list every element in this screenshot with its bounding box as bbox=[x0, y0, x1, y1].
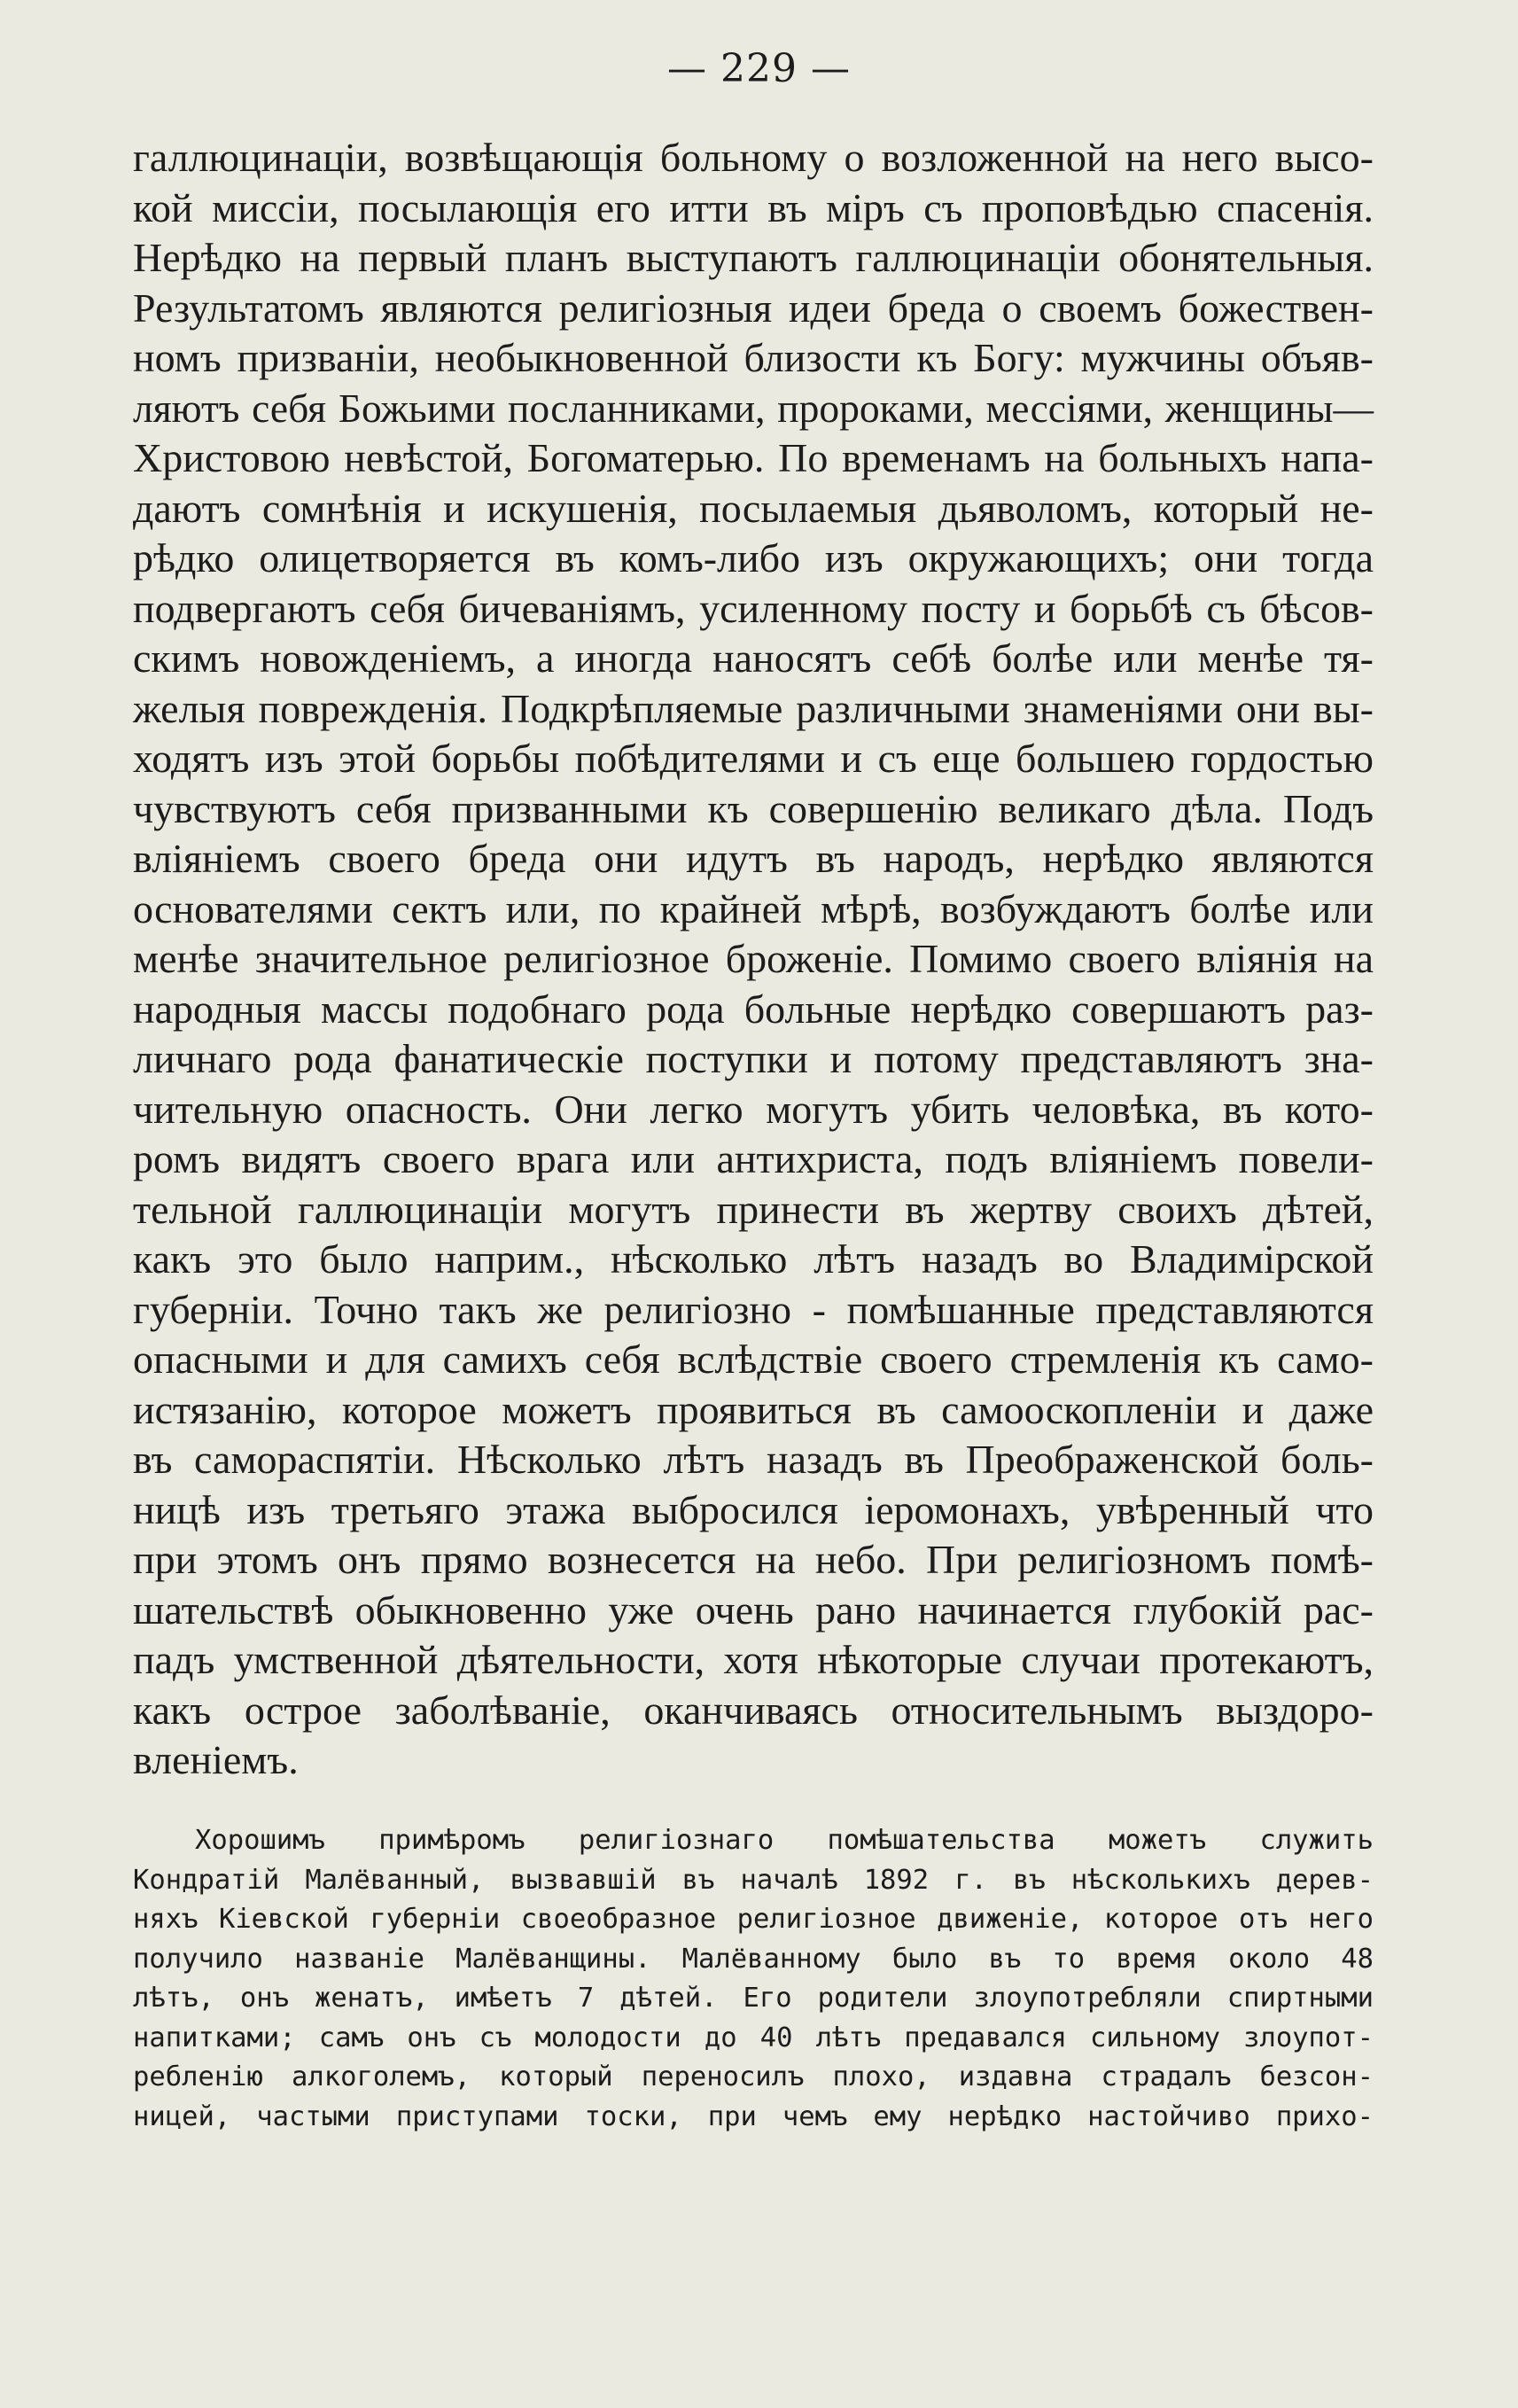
body-text-line: номъ призваніи, необыкновенной близости къ Богу: мужчины объяв- bbox=[133, 335, 1374, 380]
body-text-line: чительную опасность. Они легко могутъ убить человѣка, въ кото- bbox=[133, 1086, 1374, 1132]
note-text-line: ребленію алкоголемъ, который переносилъ плохо, издавна страдалъ безсон- bbox=[133, 2061, 1374, 2092]
body-text bbox=[133, 133, 1374, 1786]
body-text-line: какъ это было наприм., нѣсколько лѣтъ назадъ во Владимірской bbox=[133, 1236, 1374, 1282]
body-text-line: народныя массы подобнаго рода больные нерѣдко совершаютъ раз- bbox=[133, 986, 1374, 1032]
note-text-line: няхъ Кіевской губерніи своеобразное религіозное движеніе, которое отъ него bbox=[133, 1904, 1374, 1935]
page-number: — 229 — bbox=[667, 46, 851, 91]
body-text-line: ходятъ изъ этой борьбы побѣдителями и съ еще большею гордостью bbox=[133, 736, 1374, 781]
body-text-line: падъ умственной дѣятельности, хотя нѣкоторые случаи протекаютъ, bbox=[133, 1637, 1374, 1682]
note-text-line: Кондратій Малёванный, вызвавшій въ началѣ 1892 г. въ нѣсколькихъ дерев- bbox=[133, 1864, 1374, 1896]
body-text-line: Результатомъ являются религіозныя идеи бреда о своемъ божествен- bbox=[133, 284, 1374, 331]
body-text-line: ляютъ себя Божьими посланниками, пророками, мессіями, женщины— bbox=[133, 385, 1374, 431]
body-text-line: личнаго рода фанатическіе поступки и потому представляютъ зна- bbox=[133, 1036, 1374, 1081]
body-text-line: истязанію, которое можетъ проявиться въ самооскопленіи и даже bbox=[133, 1386, 1374, 1432]
body-text-line: желыя поврежденія. Подкрѣпляемые различными знаменіями они вы- bbox=[133, 685, 1374, 731]
body-text-line: вленіемъ. bbox=[133, 1737, 299, 1782]
body-text-line: скимъ новожденіемъ, а иногда наносятъ себѣ болѣе или менѣе тя- bbox=[133, 635, 1374, 681]
body-text-line: основателями сектъ или, по крайней мѣрѣ, возбуждаютъ болѣе или bbox=[133, 885, 1374, 931]
note-text-line: ницей, частыми приступами тоски, при чемъ ему нерѣдко настойчиво прихо- bbox=[133, 2100, 1374, 2132]
body-text-line: при этомъ онъ прямо вознесется на небо. При религіозномъ помѣ- bbox=[133, 1537, 1374, 1582]
body-text-line: губерніи. Точно такъ же религіозно - помѣшанные представляются bbox=[133, 1286, 1374, 1332]
note-text-line: Хорошимъ примѣромъ религіознаго помѣшательства можетъ служить bbox=[195, 1825, 1374, 1856]
body-text-line: опасными и для самихъ себя вслѣдствіе своего стремленія къ само- bbox=[133, 1336, 1374, 1382]
body-text-line: тельной галлюцинаціи могутъ принести въ жертву своихъ дѣтей, bbox=[133, 1186, 1374, 1232]
body-text-line: рѣдко олицетворяется въ комъ-либо изъ окружающихъ; они тогда bbox=[133, 535, 1374, 581]
body-text-line: Нерѣдко на первый планъ выступаютъ галлюцинаціи обонятельныя. bbox=[133, 235, 1374, 280]
body-text-line: ницѣ изъ третьяго этажа выбросился іеромонахъ, увѣренный что bbox=[133, 1486, 1374, 1532]
body-text-line: шательствѣ обыкновенно уже очень рано начинается глубокій рас- bbox=[133, 1586, 1374, 1633]
body-text-line: Христовою невѣстой, Богоматерью. По временамъ на больныхъ напа- bbox=[133, 435, 1374, 480]
body-text-line: какъ острое заболѣваніе, оканчиваясь относительнымъ выздоро- bbox=[133, 1687, 1374, 1733]
body-text-line: кой миссіи, посылающія его итти въ міръ съ проповѣдью спасенія. bbox=[133, 184, 1374, 230]
body-text-line: въ самораспятіи. Нѣсколько лѣтъ назадъ въ Преображенской боль- bbox=[133, 1437, 1374, 1482]
small-print-note bbox=[133, 1821, 1374, 2137]
body-text-line: даютъ сомнѣнія и искушенія, посылаемыя дьяволомъ, который не- bbox=[133, 485, 1374, 531]
note-text-line: напитками; самъ онъ съ молодости до 40 лѣтъ предавался сильному злоупот- bbox=[133, 2022, 1374, 2053]
body-text-line: вліяніемъ своего бреда они идутъ въ народъ, нерѣдко являются bbox=[133, 836, 1374, 881]
body-text-line: чувствуютъ себя призванными къ совершенію великаго дѣла. Подъ bbox=[133, 785, 1374, 831]
body-text-line: галлюцинаціи, возвѣщающія больному о возложенной на него высо- bbox=[133, 135, 1374, 180]
note-text-line: получило названіе Малёванщины. Малёванному было въ то время около 48 bbox=[133, 1943, 1374, 1975]
body-text-line: менѣе значительное религіозное броженіе. Помимо своего вліянія на bbox=[133, 936, 1374, 981]
note-text-line: лѣтъ, онъ женатъ, имѣетъ 7 дѣтей. Его родители злоупотребляли спиртными bbox=[133, 1983, 1374, 2014]
body-text-line: подвергаютъ себя бичеваніямъ, усиленному посту и борьбѣ съ бѣсов- bbox=[133, 585, 1374, 631]
body-text-line: ромъ видятъ своего врага или антихриста, подъ вліяніемъ повели- bbox=[133, 1136, 1374, 1181]
